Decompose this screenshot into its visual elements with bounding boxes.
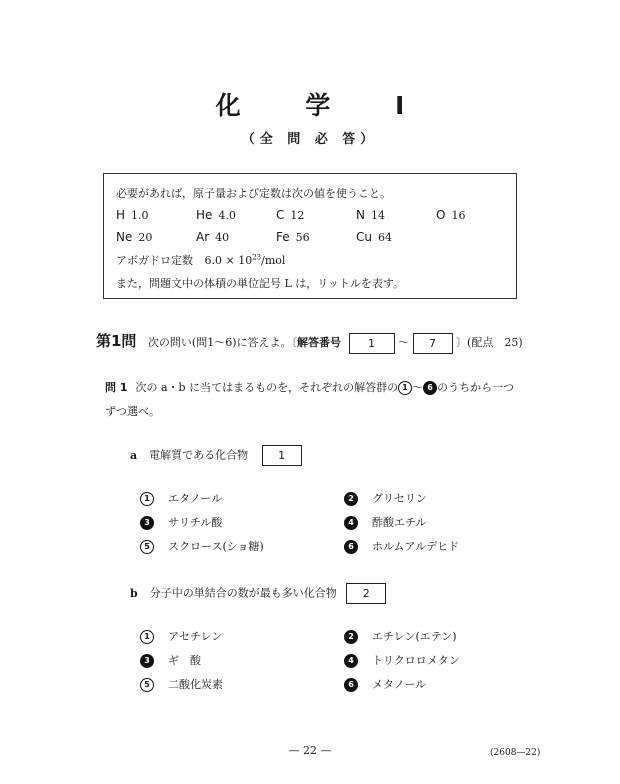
option-b-2[interactable]: 2 エチレン(エテン) — [344, 628, 457, 644]
atomic-weight-ne: Ne 20 — [116, 230, 153, 244]
atomic-weight-n: N 14 — [356, 208, 385, 222]
document-code: (2608—22) — [490, 748, 541, 758]
mon1-line2: ずつ選べ。 — [105, 405, 160, 418]
atomic-weight-h: H 1.0 — [116, 208, 149, 222]
question-1-label: 第1問 — [96, 332, 137, 350]
option-a-6[interactable]: 6 ホルムアルデヒド — [344, 538, 459, 554]
score-text: 〕(配点 25) — [456, 336, 523, 349]
range-tilde: ～ — [398, 336, 410, 349]
answer-box-a: 1 — [262, 445, 302, 466]
choice-6-mark: 6 — [423, 381, 437, 395]
constants-box — [103, 173, 517, 299]
page-title: 化 学 I — [215, 91, 433, 120]
choice-1-mark: 1 — [398, 381, 412, 395]
option-a-2[interactable]: 2 グリセリン — [344, 490, 427, 506]
option-a-1[interactable]: 1 エタノール — [140, 490, 222, 506]
option-b-4[interactable]: 4 トリクロロメタン — [344, 652, 460, 668]
subquestion-a-text: 電解質である化合物 — [149, 448, 249, 462]
subquestion-b — [130, 583, 386, 604]
question-1-instruction: 次の問い(問1～6)に答えよ。〔 — [147, 336, 298, 349]
option-b-6[interactable]: 6 メタノール — [344, 676, 426, 692]
page-subtitle: （全 問 必 答） — [241, 132, 379, 147]
mon1-label: 問 1 — [105, 381, 128, 394]
subquestion-b-text: 分子中の単結合の数が最も多い化合物 — [149, 586, 337, 600]
option-b-5[interactable]: 5 二酸化炭素 — [140, 676, 223, 692]
subquestion-a-letter: a — [130, 448, 138, 462]
atomic-weight-fe: Fe 56 — [276, 230, 310, 244]
constants-intro: 必要があれば，原子量および定数は次の値を使うこと。 — [116, 187, 391, 200]
question-1-header — [96, 330, 523, 354]
option-a-5[interactable]: 5 スクロース(ショ糖) — [140, 538, 264, 554]
option-a-3[interactable]: 3 サリチル酸 — [140, 514, 222, 530]
volume-unit-note: また，問題文中の体積の単位記号 L は，リットルを表す。 — [116, 277, 404, 290]
atomic-weight-cu: Cu 64 — [356, 230, 392, 244]
option-b-1[interactable]: 1 アセチレン — [140, 628, 222, 644]
answer-number-label: 解答番号 — [297, 336, 342, 349]
avogadro-constant: アボガドロ定数 $6.0 \times 10^{23}$/mol — [116, 253, 286, 267]
atomic-weight-o: O 16 — [436, 208, 466, 222]
answer-box-to: 7 — [413, 333, 453, 354]
answer-box-from: 1 — [349, 333, 395, 354]
atomic-weight-c: C 12 — [276, 208, 305, 222]
atomic-weight-ar: Ar 40 — [196, 230, 230, 244]
option-a-4[interactable]: 4 酢酸エチル — [344, 514, 426, 530]
subquestion-b-letter: b — [130, 586, 138, 600]
subquestion-a — [130, 445, 302, 466]
mon1-text: 問 1 次の a・b に当てはまるものを，それぞれの解答群の 1 ～ 6 のうちから一つ ずつ選べ。 — [105, 381, 515, 418]
answer-box-b: 2 — [346, 583, 386, 604]
page-number: — 22 — — [288, 744, 332, 757]
atomic-weight-he: He 4.0 — [196, 208, 236, 222]
option-b-3[interactable]: 3 ギ 酸 — [140, 652, 201, 668]
